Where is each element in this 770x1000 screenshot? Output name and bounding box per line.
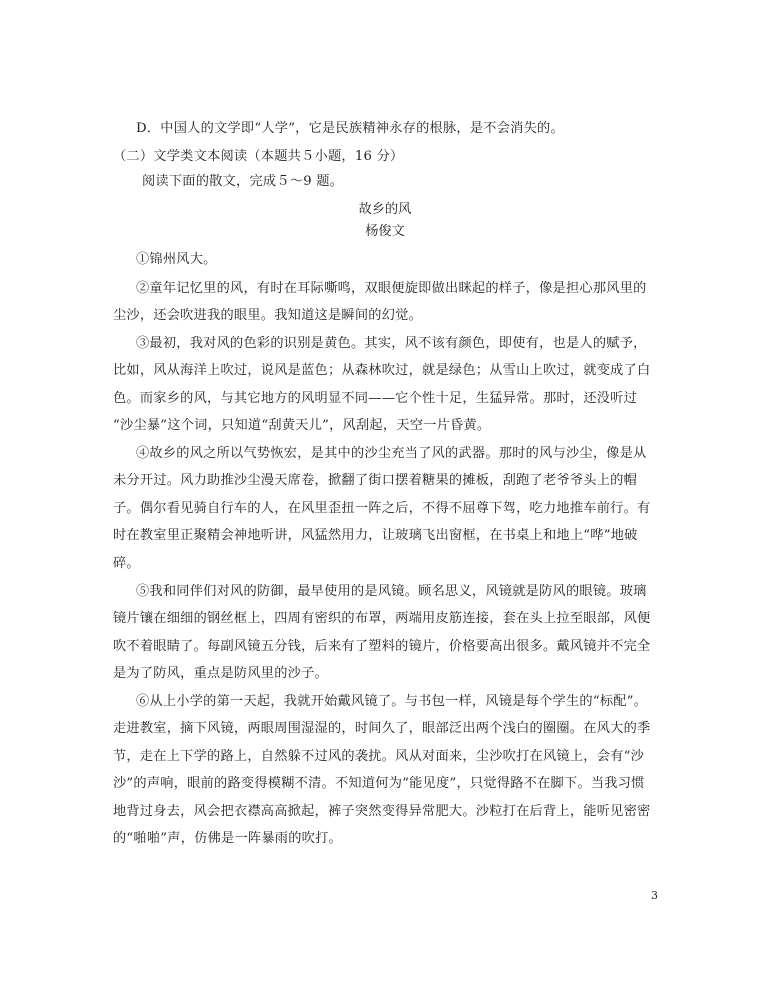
section-heading: （二）文学类文本阅读（本题共５小题，16 分） xyxy=(113,149,404,164)
page-number: 3 xyxy=(651,889,658,902)
paragraph-6-line: ⑥从上小学的第一天起，我就开始戴风镜了。与书包一样，风镜是每个学生的“标配”。 xyxy=(136,694,648,709)
paragraph-5-line: 镜片镶在细细的钢丝框上，四周有密织的布罩，两端用皮筋连接，套在头上拉至眼部，风便 xyxy=(113,611,651,626)
paragraph-2-line: ②童年记忆里的风，有时在耳际嘶鸣，双眼便旋即做出眯起的样子，像是担心那风里的 xyxy=(136,281,647,296)
paragraph-4-line: 未分开过。风力助推沙尘漫天席卷，掀翻了街口摆着糖果的摊板，刮跑了老爷爷头上的帽 xyxy=(113,473,638,488)
paragraph-6-line: 走进教室，摘下风镜，两眼周围湿湿的，时间久了，眼部泛出两个浅白的圈圈。在风大的季 xyxy=(113,721,651,736)
paragraph-6-line: 的“啪啪”声，仿佛是一阵暴雨的吹打。 xyxy=(113,831,342,846)
paragraph-5-line: 是为了防风，重点是防风里的沙子。 xyxy=(113,666,328,681)
paragraph-4-line: 时在教室里正聚精会神地听讲，风猛然用力，让玻璃飞出窗框，在书桌上和地上“哗”地破 xyxy=(113,528,638,543)
paragraph-5-line: 吹不着眼睛了。每副风镜五分钱，后来有了塑料的镜片，价格要高出很多。戴风镜并不完全 xyxy=(113,639,651,654)
paragraph-5-line: ⑤我和同伴们对风的防御，最早使用的是风镜。顾名思义，风镜就是防风的眼镜。玻璃 xyxy=(136,584,647,599)
reading-instruction: 阅读下面的散文，完成５～9 题。 xyxy=(142,174,344,189)
essay-author: 杨俊文 xyxy=(365,224,405,239)
essay-title: 故乡的风 xyxy=(358,202,412,217)
paragraph-6-line: 地背过身去，风会把衣襟高高掀起，裤子突然变得异常肥大。沙粒打在后背上，能听见密密 xyxy=(113,804,651,819)
paragraph-3-line: ③最初，我对风的色彩的识别是黄色。其实，风不该有颜色，即使有，也是人的赋予， xyxy=(136,336,647,351)
paragraph-6-line: 节，走在上下学的路上，自然躲不过风的袭扰。风从对面来，尘沙吹打在风镜上，会有“沙 xyxy=(113,749,645,764)
paragraph-3-line: 色。而家乡的风，与其它地方的风明显不同——它个性十足，生猛异常。那时，还没听过 xyxy=(113,391,638,406)
paragraph-6-line: 沙”的声响，眼前的路变得模糊不清。不知道何为“能见度”，只觉得路不在脚下。当我习惯 xyxy=(113,776,645,791)
paragraph-1-line: ①锦州风大。 xyxy=(136,252,217,267)
paragraph-4-line: 碎。 xyxy=(113,556,140,571)
paragraph-3-line: “沙尘暴”这个词，只知道“刮黄天儿”，风刮起，天空一片昏黄。 xyxy=(113,418,491,433)
paragraph-4-line: 子。偶尔看见骑自行车的人，在风里歪扭一阵之后，不得不屈尊下驾，吃力地推车前行。有 xyxy=(113,501,651,516)
option-d-text: D．中国人的文学即“人学”，它是民族精神永存的根脉，是不会消失的。 xyxy=(136,121,564,136)
paragraph-3-line: 比如，风从海洋上吹过，说风是蓝色；从森林吹过，就是绿色；从雪山上吹过，就变成了白 xyxy=(113,363,651,378)
paragraph-2-line: 尘沙，还会吹进我的眼里。我知道这是瞬间的幻觉。 xyxy=(113,308,423,323)
paragraph-4-line: ④故乡的风之所以气势恢宏，是其中的沙尘充当了风的武器。那时的风与沙尘，像是从 xyxy=(136,446,647,461)
